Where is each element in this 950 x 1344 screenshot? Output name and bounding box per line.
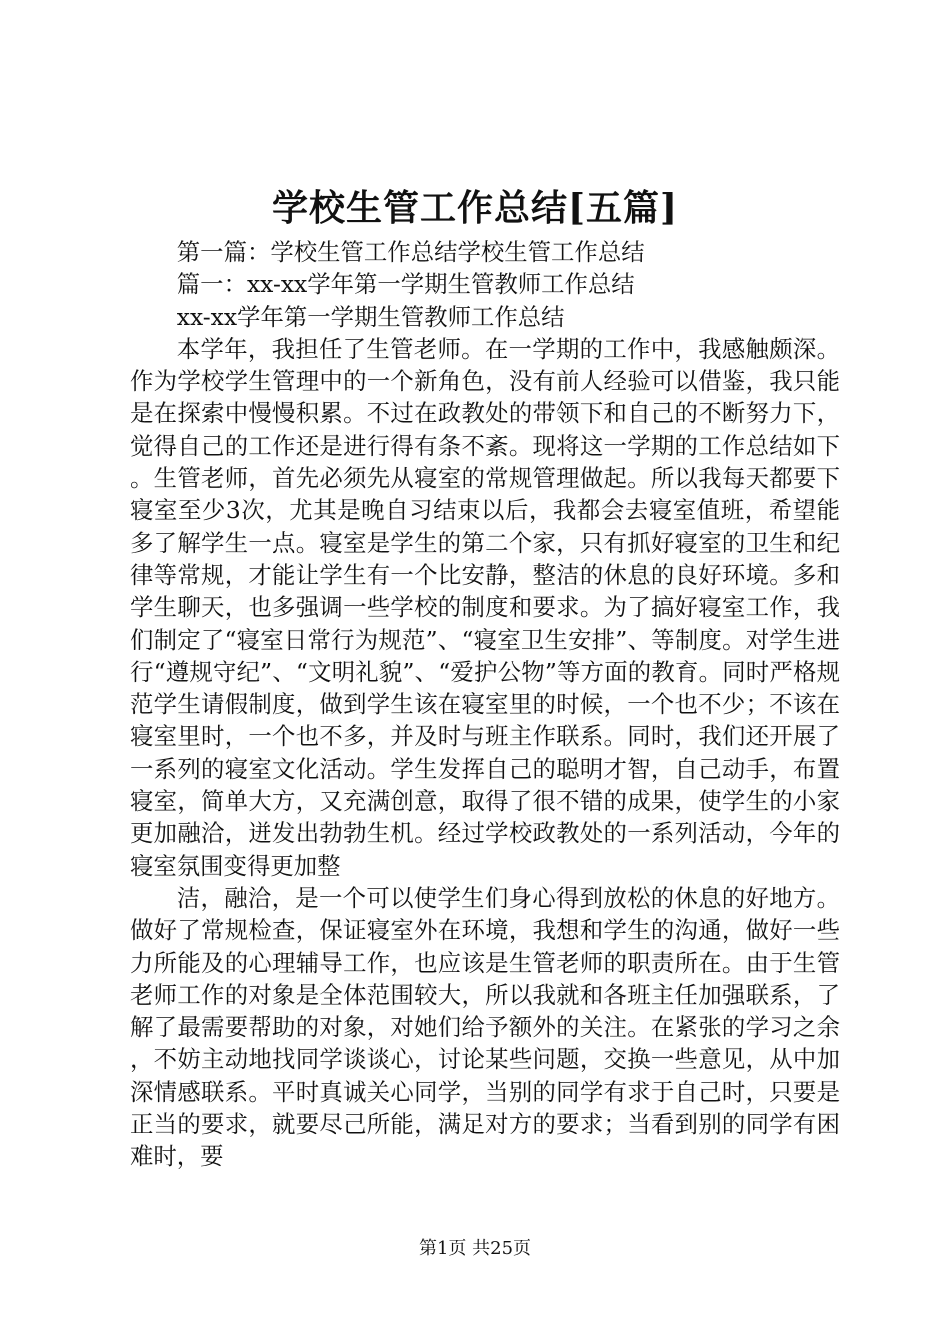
document-body xyxy=(130,236,840,1173)
paragraph: 本学年，我担任了生管老师。在一学期的工作中，我感触颇深。作为学校学生管理中的一个新角色，没有前人经验可以借鉴，我只能是在探索中慢慢积累。不过在政教处的带领下和自己的不断努力下，觉得自己的工作还是进行得有条不紊。现将这一学期的工作总结如下。生管老师，首先必须先从寝室的常规管理做起。所以我每天都要下寝室至少3次，尤其是晚自习结束以后，我都会去寝室值班，希望能多了解学生一点。寝室是学生的第二个家，只有抓好寝室的卫生和纪律等常规，才能让学生有一个比安静，整洁的休息的良好环境。多和学生聊天，也多强调一些学校的制度和要求。为了搞好寝室工作，我们制定了“寝室日常行为规范”、“寝室卫生安排”、等制度。对学生进行“遵规守纪”、“文明礼貌”、“爱护公物”等方面的教育。同时严格规范学生请假制度，做到学生该在寝室里的时候，一个也不少；不该在寝室里时，一个也不多，并及时与班主作联系。同时，我们还开展了一系列的寝室文化活动。学生发挥自己的聪明才智，自己动手，布置寝室，简单大方，又充满创意，取得了很不错的成果，使学生的小家更加融洽，迸发出勃勃生机。经过学校政教处的一系列活动，今年的寝室氛围变得更加整 xyxy=(130,334,840,880)
paragraph: 篇一：xx-xx学年第一学期生管教师工作总结 xyxy=(176,270,635,299)
page-footer: 第1页 共25页 xyxy=(418,1238,532,1259)
paragraph: 洁，融洽，是一个可以使学生们身心得到放松的休息的好地方。做好了常规检查，保证寝室外在环境，我想和学生的沟通，做好一些力所能及的心理辅导工作，也应该是生管老师的职责所在。由于生管老师工作的对象是全体范围较大，所以我就和各班主任加强联系，了解了最需要帮助的对象，对她们给予额外的关注。在紧张的学习之余，不妨主动地找同学谈谈心，讨论某些问题，交换一些意见，从中加深情感联系。平时真诚关心同学，当别的同学有求于自己时，只要是正当的要求，就要尽己所能，满足对方的要求；当看到别的同学有困难时，要 xyxy=(130,883,840,1171)
document-title: 学校生管工作总结[五篇] xyxy=(271,187,679,229)
paragraph: xx-xx学年第一学期生管教师工作总结 xyxy=(176,302,565,331)
paragraph: 第一篇：学校生管工作总结学校生管工作总结 xyxy=(176,238,645,266)
